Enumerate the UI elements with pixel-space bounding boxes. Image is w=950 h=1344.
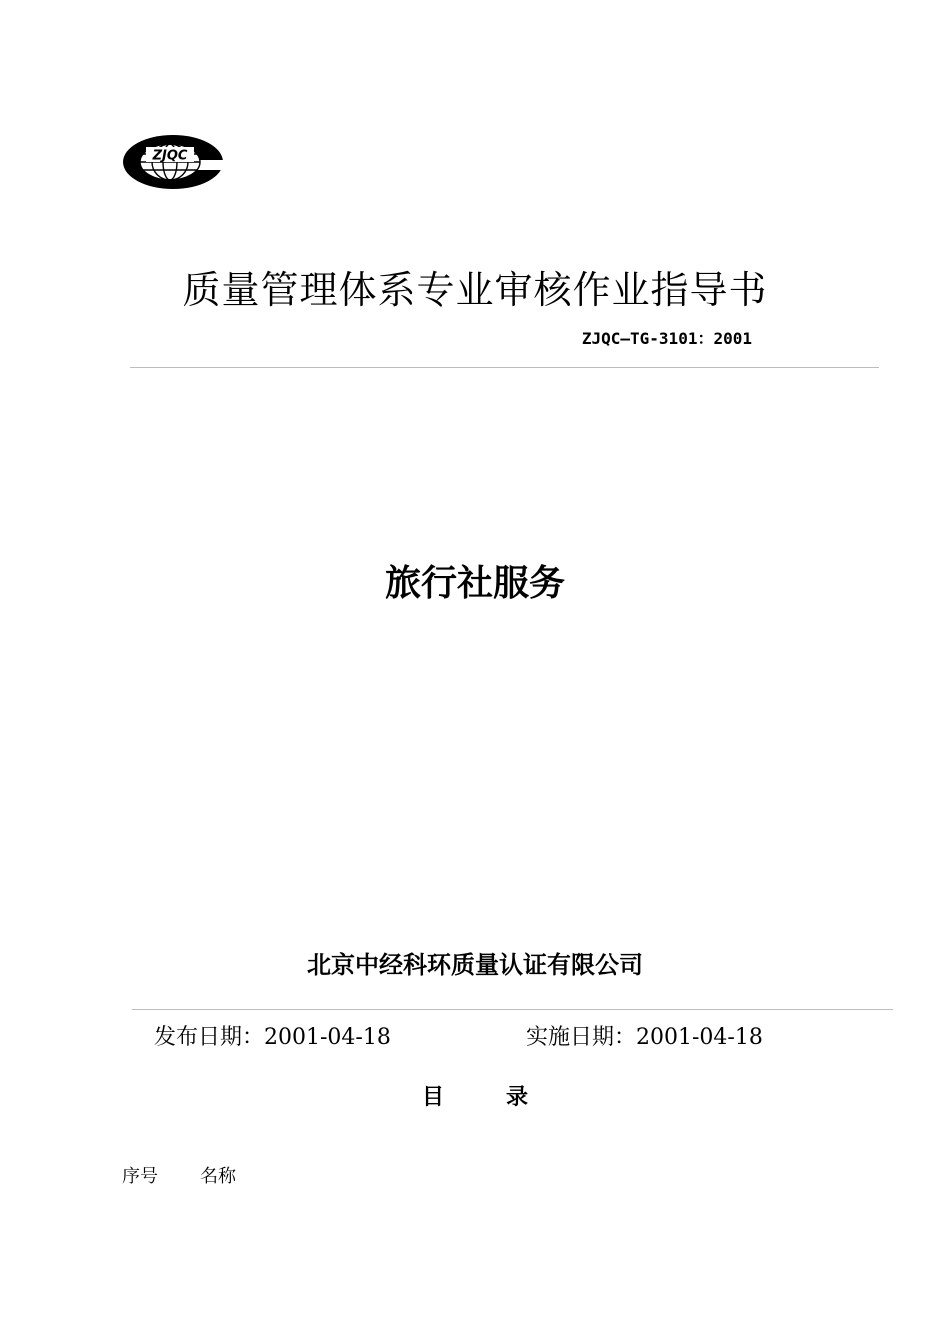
toc-column-seq: 序号: [122, 1166, 158, 1187]
document-title: [0, 259, 950, 314]
zjqc-logo: [122, 134, 224, 190]
toc-heading: [0, 1080, 950, 1111]
company-name: 北京中经科环质量认证有限公司: [307, 951, 643, 979]
publish-date: 发布日期：2001-04-18: [154, 1025, 391, 1050]
toc-column-name: 名称: [200, 1166, 236, 1187]
document-title-text: 质量管理体系专业审核作业指导书: [182, 268, 768, 312]
zjqc-globe-logo-icon: [122, 134, 224, 190]
document-code: ZJQC—TG-3101：2001: [581, 329, 752, 348]
top-divider: [130, 367, 879, 368]
toc-heading-right: 录: [506, 1085, 529, 1110]
effective-date: 实施日期：2001-04-18: [526, 1025, 763, 1050]
subject-title: 旅行社服务: [384, 563, 565, 604]
bottom-divider: [132, 1009, 893, 1010]
logo-text: ZJQC: [152, 148, 188, 164]
toc-heading-left: 目: [421, 1085, 444, 1110]
